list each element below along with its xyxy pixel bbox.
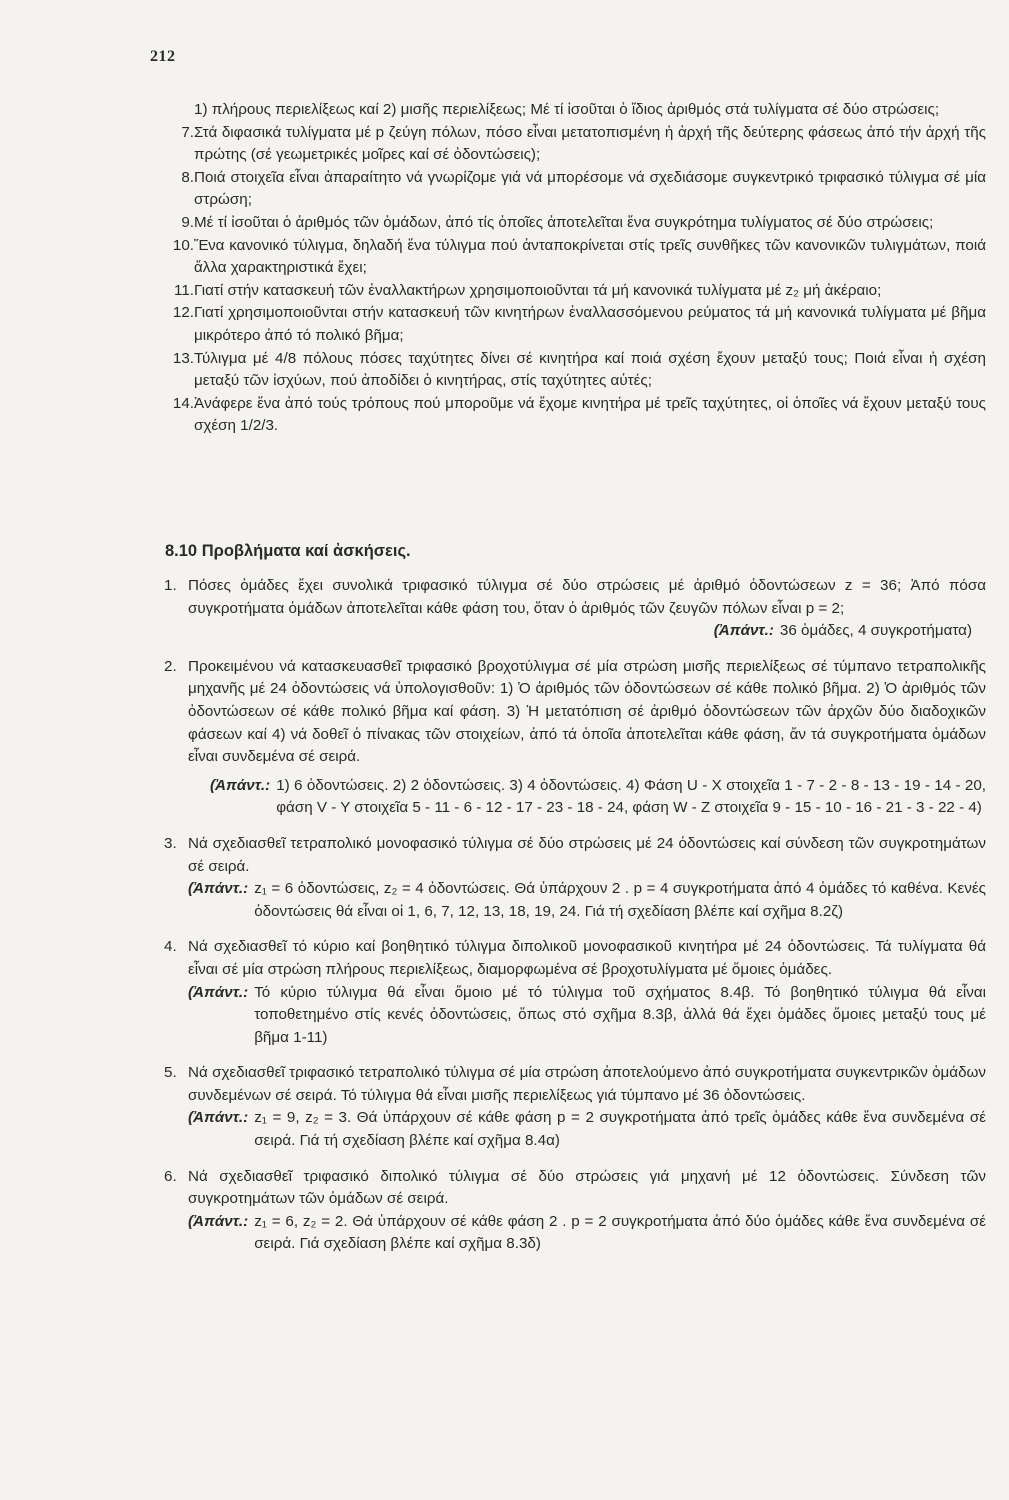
question-number: 12. xyxy=(172,304,194,322)
answer-text: 1) 6 ὀδοντώσεις. 2) 2 ὀδοντώσεις. 3) 4 ὀδοντώσεις. 4) Φάση U - X στοιχεῖα 1 - 7 - 2 - 8 - 13 - 19 - 14 - 20, φάση V - Y στοιχεῖα 5 - 11 - 6 - 12 - 17 - 23 - 18 - 24, φάση W - Z στοιχεῖα 9 - 15 - 10 - 16 - 21 - 3 - 22 - 4) xyxy=(276,776,986,817)
question-text: 1) πλήρους περιελίξεως καί 2) μισῆς περιελίξεως; Μέ τί ἰσοῦται ὁ ἴδιος ἀριθμός στά τυλίγματα σέ δύο στρώσεις; xyxy=(194,101,940,118)
problem-body xyxy=(188,1166,986,1256)
problem-answer xyxy=(188,982,986,1050)
problem-text: Νά σχεδιασθεῖ τό κύριο καί βοηθητικό τύλιγμα διπολικοῦ μονοφασικοῦ κινητήρα μέ 24 ὀδοντώσεις. Τά τυλίγματα θά εἶναι σέ μία στρώση πλήρους περιελίξεως, διαμορφωμένα σέ βροχοτυλίγματα μέ ὅμοιες ὁμάδες. xyxy=(188,938,986,978)
problem-answer xyxy=(188,878,986,923)
question-number: 11. xyxy=(174,281,194,299)
question-item xyxy=(154,302,986,347)
question-text: Γιατί χρησιμοποιοῦνται στήν κατασκευή τῶν κινητήρων ἐναλλασσόμενου ρεύματος τά μή κανονικά τυλίγματα μέ βῆμα μικρότερο ἀπό τό πολικό βῆμα; xyxy=(194,304,986,344)
page-number: 212 xyxy=(150,48,176,65)
question-text: Μέ τί ἰσοῦται ὁ ἀριθμός τῶν ὁμάδων, ἀπό τίς ὁποῖες ἀποτελεῖται ἕνα συγκρότημα τυλίγματος σέ δύο στρώσεις; xyxy=(194,213,934,231)
problem-body xyxy=(188,833,986,923)
problem-answer xyxy=(188,1107,986,1152)
review-questions xyxy=(154,99,986,438)
question-text: Τύλιγμα μέ 4/8 πόλους πόσες ταχύτητες δίνει σέ κινητήρα καί ποιά σχέση ἔχουν μεταξύ τους; Ποιά εἶναι ἡ σχέση μεταξύ τῶν ἰσχύων, πού ἀποδίδει ὁ κινητήρας, στίς ταχύτητες αὐτές; xyxy=(194,349,986,390)
question-text: Γιατί στήν κατασκευή τῶν ἐναλλακτήρων χρησιμοποιοῦνται τά μή κανονικά τυλίγματα μέ z₂ μή ἀκέραιο; xyxy=(194,281,882,299)
problem-item xyxy=(164,1062,986,1152)
problem-item xyxy=(164,575,986,643)
problem-number: 5. xyxy=(164,1064,177,1082)
problem-text: Νά σχεδιασθεῖ τριφασικό διπολικό τύλιγμα σέ δύο στρώσεις γιά μηχανή μέ 12 ὀδοντώσεις. Σύνδεση τῶν συγκροτημάτων τῶν ὁμάδων σέ σειρά. xyxy=(188,1167,986,1208)
problem-text: Νά σχεδιασθεῖ τετραπολικό μονοφασικό τύλιγμα σέ δύο στρώσεις μέ 24 ὀδοντώσεις καί σύνδεση τῶν συγκροτημάτων σέ σειρά. xyxy=(188,834,986,875)
problems-list xyxy=(164,575,986,1269)
question-item xyxy=(154,122,986,167)
problem-answer xyxy=(188,620,986,643)
question-item xyxy=(154,99,986,122)
problem-item xyxy=(164,936,986,1049)
question-number: 14. xyxy=(172,394,194,412)
question-item xyxy=(154,348,986,393)
problem-answer xyxy=(210,775,986,820)
problem-item xyxy=(164,656,986,820)
answer-label: (Ἀπάντ.: xyxy=(713,622,774,640)
problem-answer xyxy=(188,1211,986,1256)
question-number: 10. xyxy=(172,236,194,254)
question-item xyxy=(154,167,986,212)
problem-text: Πόσες ὁμάδες ἔχει συνολικά τριφασικό τύλιγμα σέ δύο στρώσεις μέ ἀριθμό ὀδοντώσεων z = 36; Ἀπό πόσα συγκροτήματα ὁμάδων ἀποτελεῖται κάθε φάση του, ὅταν ὁ ἀριθμός τῶν ζευγῶν πόλων εἶναι p = 2; xyxy=(188,577,986,617)
problem-text: Προκειμένου νά κατασκευασθεῖ τριφασικό βροχοτύλιγμα σέ μία στρώση μισῆς περιελίξεως σέ τύμπανο τετραπολικῆς μηχανῆς μέ 24 ὀδοντώσεις νά ὑπολογισθοῦν: 1) Ὁ ἀριθμός τῶν ὀδοντώσεων σέ κάθε πολικό βῆμα. 2) Ὁ ἀριθμός τῶν ὀδοντώσεων σέ κάθε πολικό βῆμα καί φάση. 3) Ἡ μετατόπιση σέ ἀριθμό ὀδοντώσεων τῶν ἀρχῶν δύο διαδοχικῶν φάσεων καί 4) νά δοθεῖ ὁ πίνακας τῶν στοιχείων, ἀπό τά ὁποῖα ἀποτελεῖται κάθε φάση, ἄν τά συγκροτήματα ὁμάδων εἶναι συνδεμένα σέ σειρά. xyxy=(188,657,986,766)
question-number: 8. xyxy=(181,168,194,186)
section-title: 8.10 Προβλήματα καί ἀσκήσεις. xyxy=(165,542,411,560)
question-number: 13. xyxy=(172,349,194,367)
question-item xyxy=(154,393,986,438)
answer-text: Τό κύριο τύλιγμα θά εἶναι ὅμοιο μέ τό τύλιγμα τοῦ σχήματος 8.4β. Τό βοηθητικό τύλιγμα θά εἶναι τοποθετημένο στίς κενές ὀδοντώσεις, ὅπως στό σχῆμα 8.3β, ἀλλά θά ἔχει ὁμάδες ὅμοιες μεταξύ τους μέ βῆμα 1-11) xyxy=(254,983,986,1046)
question-text: Ἕνα κανονικό τύλιγμα, δηλαδή ἕνα τύλιγμα πού ἀνταποκρίνεται στίς τρεῖς συνθῆκες τῶν κανονικῶν τυλιγμάτων, ποιά ἄλλα χαρακτηριστικά ἔχει; xyxy=(194,236,986,277)
problem-number: 2. xyxy=(164,657,177,675)
answer-label: (Ἀπάντ.: xyxy=(210,776,271,794)
problem-body xyxy=(188,575,986,643)
problem-text: Νά σχεδιασθεῖ τριφασικό τετραπολικό τύλιγμα σέ μία στρώση ἀποτελούμενο ἀπό συγκροτήματα συγκεντρικῶν ὁμάδων συνδεμένων σέ σειρά. Τό τύλιγμα θά εἶναι μισῆς περιελίξεως γιά τύμπανο μέ 36 ὀδοντώσεις. xyxy=(188,1064,986,1104)
question-item xyxy=(154,235,986,280)
answer-label: (Ἀπάντ.: xyxy=(188,983,249,1001)
answer-label: (Ἀπάντ.: xyxy=(188,1109,249,1127)
question-text: Στά διφασικά τυλίγματα μέ p ζεύγη πόλων, πόσο εἶναι μετατοπισμένη ἡ ἀρχή τῆς δεύτερης φάσεως ἀπό τήν ἀρχή τῆς πρώτης (σέ γεωμετρικές μοῖρες καί σέ ὀδοντώσεις); xyxy=(194,123,986,164)
problem-number: 4. xyxy=(164,938,177,956)
answer-text: z₁ = 6 ὀδοντώσεις, z₂ = 4 ὀδοντώσεις. Θά ὑπάρχουν 2 . p = 4 συγκροτήματα ἀπό 4 ὁμάδες τό καθένα. Κενές ὀδοντώσεις θά εἶναι οἱ 1, 6, 7, 12, 13, 18, 19, 24. Γιά τή σχεδίαση βλέπε καί σχῆμα 8.2ζ) xyxy=(254,880,986,920)
answer-text: 36 ὁμάδες, 4 συγκροτήματα) xyxy=(779,622,972,640)
answer-text: z₁ = 9, z₂ = 3. Θά ὑπάρχουν σέ κάθε φάση p = 2 συγκροτήματα ἀπό τρεῖς ὁμάδες κάθε ἕνα συνδεμένα σέ σειρά. Γιά τή σχεδίαση βλέπε καί σχῆμα 8.4α) xyxy=(254,1109,986,1150)
question-text: Ἀνάφερε ἕνα ἀπό τούς τρόπους πού μποροῦμε νά ἔχομε κινητήρα μέ τρεῖς ταχύτητες, οἱ ὁποῖες νά ἔχουν μεταξύ τους σχέση 1/2/3. xyxy=(194,394,986,435)
problem-number: 3. xyxy=(164,834,177,852)
answer-label: (Ἀπάντ.: xyxy=(188,880,249,898)
problem-number: 1. xyxy=(164,577,177,594)
problem-number: 6. xyxy=(164,1167,177,1185)
problem-body xyxy=(188,936,986,1049)
answer-label: (Ἀπάντ.: xyxy=(188,1212,249,1230)
problem-item xyxy=(164,833,986,923)
question-number: 9. xyxy=(181,213,194,231)
problem-body xyxy=(188,656,986,820)
answer-text: z₁ = 6, z₂ = 2. Θά ὑπάρχουν σέ κάθε φάση 2 . p = 2 συγκροτήματα ἀπό δύο ὁμάδες κάθε ἕνα συνδεμένα σέ σειρά. Γιά σχεδίαση βλέπε καί σχῆμα 8.3δ) xyxy=(254,1212,986,1253)
problem-item xyxy=(164,1166,986,1256)
question-number: 7. xyxy=(181,123,194,141)
question-item xyxy=(154,212,986,235)
question-item xyxy=(154,280,986,303)
question-text: Ποιά στοιχεῖα εἶναι ἀπαραίτητο νά γνωρίζομε γιά νά μπορέσομε νά σχεδιάσομε συγκεντρικό τριφασικό τύλιγμα σέ μία στρώση; xyxy=(194,168,986,209)
problem-body xyxy=(188,1062,986,1152)
